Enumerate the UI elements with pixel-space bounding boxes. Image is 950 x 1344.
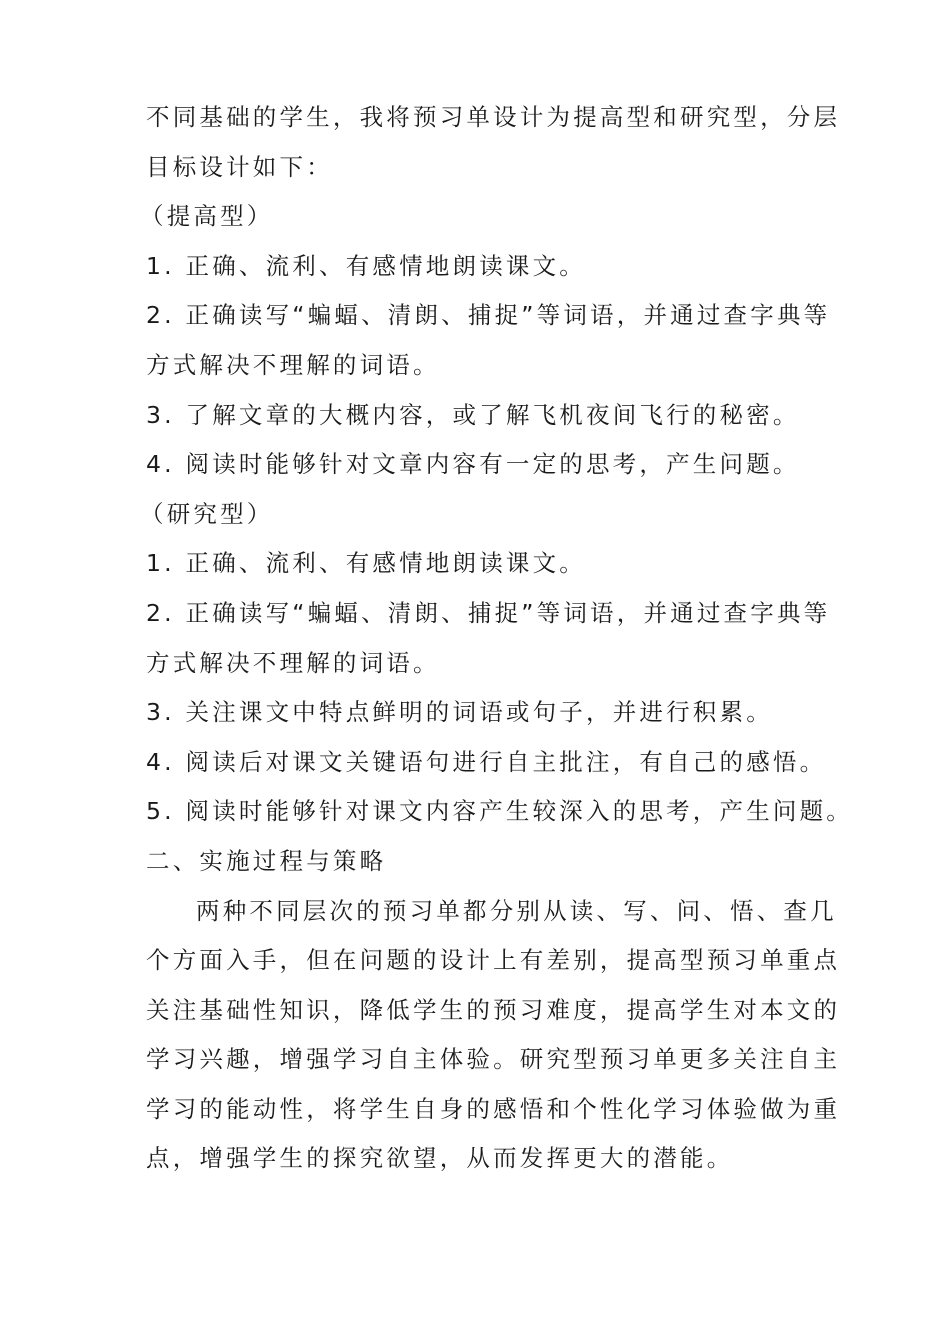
list-item-continuation: 方式解决不理解的词语。 [146,350,440,379]
list-item: 2. 正确读写“蝙蝠、清朗、捕捉”等词语，并通过查字典等 [146,598,831,627]
list-item: 1. 正确、流利、有感情地朗读课文。 [146,549,586,578]
list-item: 3. 关注课文中特点鲜明的词语或句子，并进行积累。 [146,698,773,727]
text-line: 目标设计如下： [146,152,333,181]
paragraph-line: 两种不同层次的预习单都分别从读、写、问、悟、查几 [196,896,837,925]
list-item-continuation: 方式解决不理解的词语。 [146,648,440,677]
list-item: 1. 正确、流利、有感情地朗读课文。 [146,251,586,280]
list-item: 4. 阅读时能够针对文章内容有一定的思考，产生问题。 [146,450,800,479]
paragraph-line: 学习的能动性，将学生自身的感悟和个性化学习体验做为重 [146,1094,841,1123]
section-label-research: （研究型） [140,499,274,528]
paragraph-line: 点，增强学生的探究欲望，从而发挥更大的潜能。 [146,1144,734,1173]
list-item: 2. 正确读写“蝙蝠、清朗、捕捉”等词语，并通过查字典等 [146,301,831,330]
list-item: 4. 阅读后对课文关键语句进行自主批注，有自己的感悟。 [146,747,827,776]
text-line: 不同基础的学生，我将预习单设计为提高型和研究型，分层 [146,103,841,131]
section-heading: 二、实施过程与策略 [146,846,387,875]
document-page [140,93,853,1184]
list-item: 3. 了解文章的大概内容，或了解飞机夜间飞行的秘密。 [146,400,800,429]
paragraph-line: 个方面入手，但在问题的设计上有差别，提高型预习单重点 [146,946,841,975]
paragraph-line: 学习兴趣，增强学习自主体验。研究型预习单更多关注自主 [146,1045,841,1074]
section-label-improvement: （提高型） [140,202,274,231]
paragraph-line: 关注基础性知识，降低学生的预习难度，提高学生对本文的 [146,995,841,1024]
list-item: 5. 阅读时能够针对课文内容产生较深入的思考，产生问题。 [146,797,853,826]
